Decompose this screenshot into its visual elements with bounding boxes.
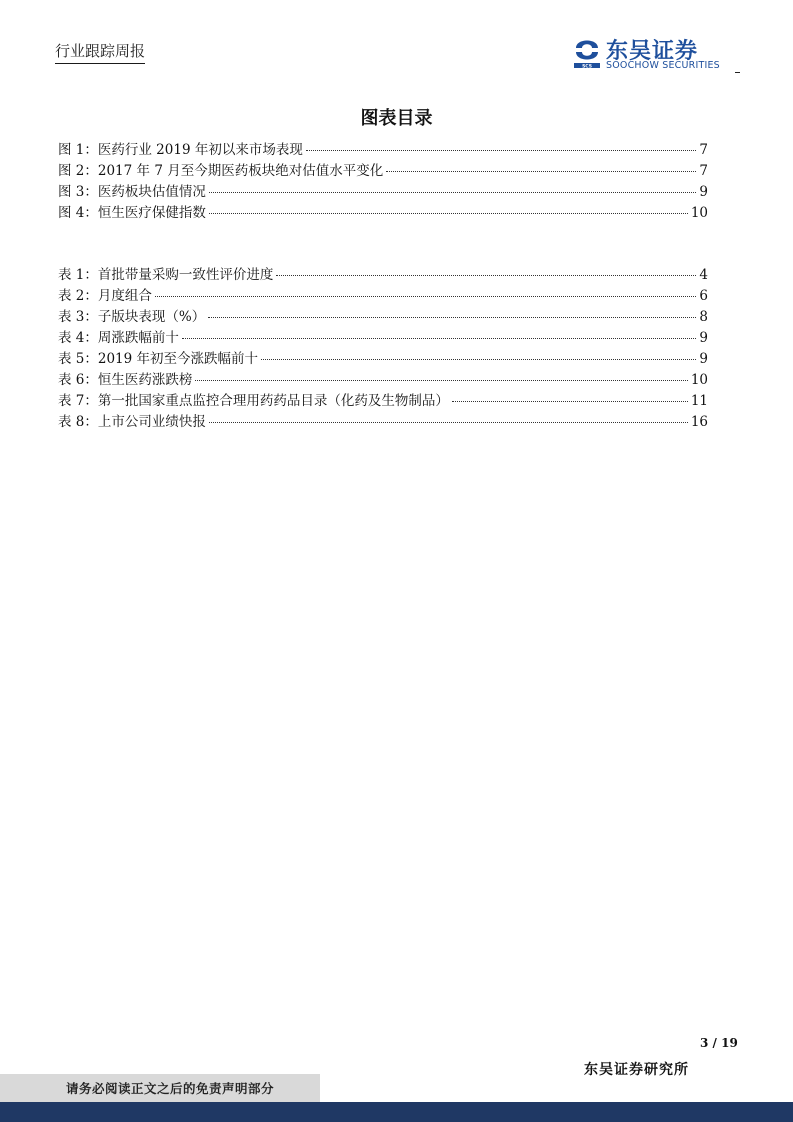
dot-leader (182, 338, 697, 339)
table-entry-label: 表 6：恒生医药涨跌榜 (58, 372, 193, 388)
table-entry-label: 表 2：月度组合 (58, 288, 152, 304)
dot-leader (208, 317, 696, 318)
table-entry[interactable] (58, 347, 708, 368)
footer-band (0, 1102, 793, 1122)
dot-leader (155, 296, 697, 297)
header-rule (735, 72, 740, 73)
logo-english-name: SOOCHOW SECURITIES (606, 60, 720, 71)
dot-leader (261, 359, 696, 360)
table-entry-label: 表 8：上市公司业绩快报 (58, 414, 206, 430)
page-title: 图表目录 (360, 108, 433, 129)
figure-entry[interactable] (58, 201, 708, 222)
dot-leader (209, 422, 688, 423)
dot-leader (306, 150, 697, 151)
logo-chinese-name: 东吴证券 (606, 39, 699, 64)
table-entry-label: 表 3：子版块表现（%） (58, 309, 206, 325)
table-entry-page: 6 (699, 288, 708, 304)
figure-entry[interactable] (58, 159, 708, 180)
table-entry-label: 表 1：首批带量采购一致性评价进度 (58, 267, 274, 283)
dot-leader (209, 192, 697, 193)
dot-leader (452, 401, 688, 402)
table-entry[interactable] (58, 284, 708, 305)
figure-entry-page: 7 (699, 142, 708, 158)
table-list (58, 263, 708, 431)
report-type-tag: 行业跟踪周报 (55, 40, 145, 64)
table-entry[interactable] (58, 389, 708, 410)
table-entry-page: 16 (690, 414, 708, 430)
table-entry-label: 表 4：周涨跌幅前十 (58, 330, 179, 346)
figure-entry[interactable] (58, 138, 708, 159)
table-entry[interactable] (58, 305, 708, 326)
figure-entry-label: 图 3：医药板块估值情况 (58, 184, 206, 200)
table-entry-page: 9 (699, 330, 708, 346)
disclaimer-bar (0, 1074, 320, 1102)
figure-entry-label: 图 4：恒生医疗保健指数 (58, 205, 206, 221)
table-entry-page: 11 (690, 393, 708, 409)
table-entry[interactable] (58, 326, 708, 347)
table-entry-page: 10 (690, 372, 708, 388)
figure-entry-page: 9 (699, 184, 708, 200)
institute-name: 东吴证券研究所 (584, 1062, 689, 1078)
figure-entry[interactable] (58, 180, 708, 201)
table-entry-label: 表 5：2019 年初至今涨跌幅前十 (58, 351, 259, 367)
figure-entry-page: 10 (690, 205, 708, 221)
table-entry[interactable] (58, 263, 708, 284)
table-entry[interactable] (58, 368, 708, 389)
table-entry-page: 9 (699, 351, 708, 367)
table-entry-label: 表 7：第一批国家重点监控合理用药药品目录（化药及生物制品） (58, 393, 449, 409)
figure-entry-page: 7 (699, 163, 708, 179)
scs-logo-icon (572, 34, 602, 68)
table-entry-page: 4 (699, 267, 708, 283)
soochow-logo (572, 34, 742, 74)
table-entry[interactable] (58, 410, 708, 431)
figure-list (58, 138, 708, 222)
dot-leader (276, 275, 696, 276)
dot-leader (386, 171, 696, 172)
page-number: 3 / 19 (700, 1036, 738, 1050)
figure-entry-label: 图 2：2017 年 7 月至今期医药板块绝对估值水平变化 (58, 163, 384, 179)
table-entry-page: 8 (699, 309, 708, 325)
disclaimer-text: 请务必阅读正文之后的免责声明部分 (66, 1081, 275, 1096)
figure-entry-label: 图 1：医药行业 2019 年初以来市场表现 (58, 142, 303, 158)
dot-leader (195, 380, 687, 381)
dot-leader (209, 213, 688, 214)
logo-mark-text: SCS (582, 64, 592, 68)
